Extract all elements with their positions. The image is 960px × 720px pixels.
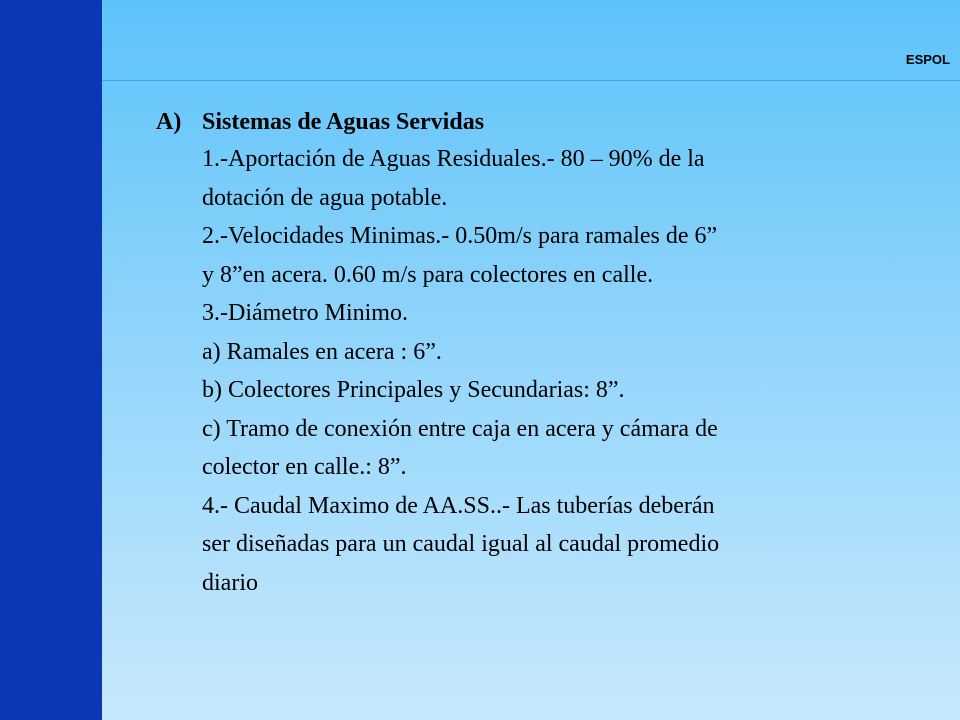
text-line: diario [202, 569, 258, 596]
brand-label: ESPOL [905, 52, 950, 67]
slide-content [156, 104, 916, 602]
section-heading-row [156, 104, 916, 140]
text-line: c) Tramo de conexión entre caja en acera y cámara de [202, 415, 718, 442]
text-line: 1.-Aportación de Aguas Residuales.- 80 – 90% de la [202, 146, 705, 172]
text-line: dotación de agua potable. [202, 184, 448, 211]
body-text [202, 140, 916, 602]
section-marker: A) [156, 109, 182, 135]
text-line: a) Ramales en acera : 6”. [202, 338, 442, 365]
text-line: ser diseñadas para un caudal igual al caudal promedio [202, 531, 720, 557]
header-divider [102, 80, 960, 81]
text-line: 4.- Caudal Maximo de AA.SS..- Las tuberías deberán [202, 492, 715, 519]
text-line: 2.-Velocidades Minimas.- 0.50m/s para ramales de 6” [202, 223, 718, 249]
side-bar [0, 0, 102, 720]
section-heading: Sistemas de Aguas Servidas [202, 109, 485, 135]
text-line: 3.-Diámetro Minimo. [202, 300, 408, 326]
text-line: colector en calle.: 8”. [202, 454, 407, 480]
text-line: y 8”en acera. 0.60 m/s para colectores en calle. [202, 261, 654, 288]
text-line: b) Colectores Principales y Secundarias: 8”. [202, 377, 625, 403]
